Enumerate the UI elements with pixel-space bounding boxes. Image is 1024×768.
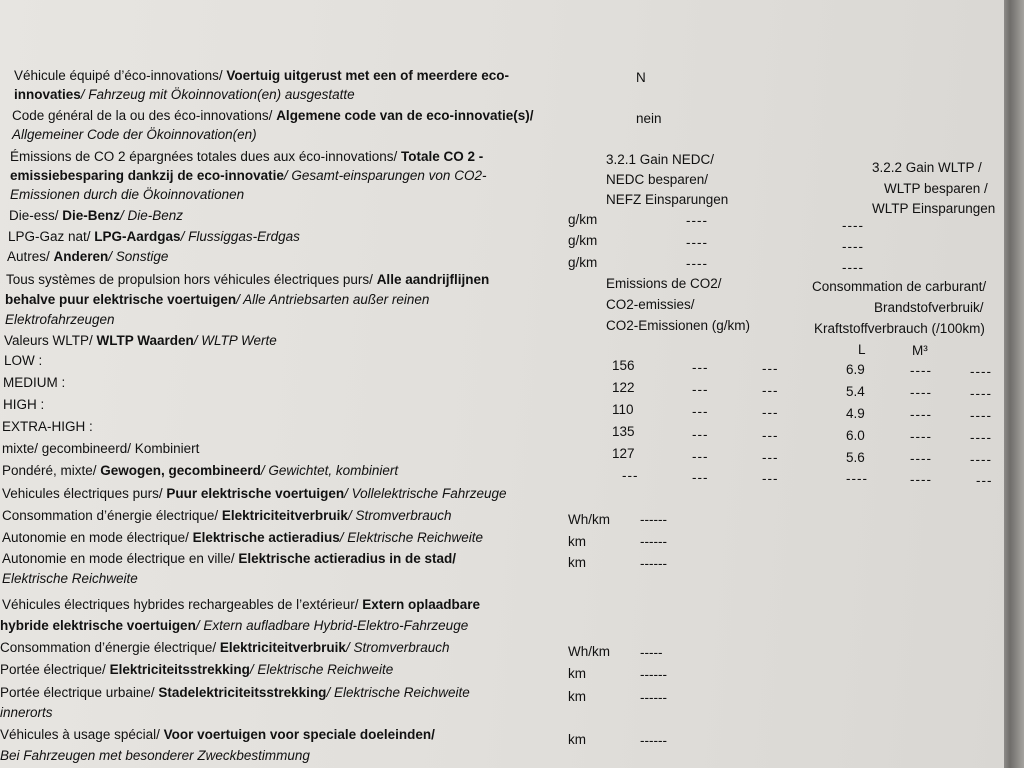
wltp-row-extra: ---- bbox=[970, 364, 992, 379]
wltp-row-dash: --- bbox=[692, 360, 709, 375]
wltp-row-m3: ---- bbox=[910, 363, 932, 378]
weighted-row-label: Pondéré, mixte/ Gewogen, gecombineerd/ Gewichtet, kombiniert bbox=[2, 463, 399, 478]
ev-range-unit: km bbox=[568, 534, 586, 549]
all-propulsion-label-cont2: Elektrofahrzeugen bbox=[5, 312, 115, 327]
other-unit: g/km bbox=[568, 255, 598, 270]
wltp-row-m3: ---- bbox=[910, 429, 932, 444]
phev-range-unit: km bbox=[568, 666, 586, 681]
wltp-row-l: 4.9 bbox=[846, 406, 865, 421]
wltp-row-extra: ---- bbox=[970, 452, 992, 467]
wltp-row-co2: 156 bbox=[612, 358, 635, 373]
ev-city-range-unit: km bbox=[568, 555, 586, 570]
phev-consumption-value: ----- bbox=[640, 645, 663, 660]
wltp-row-extra: ---- bbox=[970, 430, 992, 445]
all-propulsion-label: Tous systèmes de propulsion hors véhicules électriques purs/ Alle aandrijflijnen bbox=[6, 272, 490, 287]
nedc-gain-header-2: NEDC besparen/ bbox=[606, 172, 709, 187]
wltp-row-dash: --- bbox=[692, 449, 709, 464]
weighted-dash: --- bbox=[976, 473, 993, 488]
wltp-row-label: EXTRA-HIGH : bbox=[2, 419, 93, 434]
phev-urban-range-label: Portée électrique urbaine/ Stadelektriciteitsstrekking/ Elektrische Reichweite bbox=[0, 685, 470, 700]
weighted-dash: --- bbox=[622, 468, 639, 483]
wltp-row-dash: --- bbox=[762, 405, 779, 420]
phev-label: Véhicules électriques hybrides rechargeables de l’extérieur/ Extern oplaadbare bbox=[2, 597, 480, 612]
wltp-gain-header-3: WLTP Einsparungen bbox=[872, 201, 996, 216]
emissions-header-1: Emissions de CO2/ bbox=[606, 276, 722, 291]
special-purpose-label: Véhicules à usage spécial/ Voor voertuigen voor speciale doeleinden/ bbox=[0, 727, 435, 742]
weighted-dash: ---- bbox=[846, 471, 868, 486]
eco-code-value: nein bbox=[636, 111, 662, 126]
ev-range-label: Autonomie en mode électrique/ Elektrische actieradius/ Elektrische Reichweite bbox=[2, 530, 484, 545]
wltp-row-co2: 122 bbox=[612, 380, 635, 395]
wltp-row-dash: --- bbox=[762, 383, 779, 398]
wltp-row-dash: --- bbox=[762, 450, 779, 465]
ev-city-range-value: ------ bbox=[640, 556, 667, 571]
eco-code-label-cont: Allgemeiner Code der Ökoinnovation(en) bbox=[12, 127, 257, 142]
diesel-nedc-value: ---- bbox=[686, 213, 708, 228]
wltp-row-extra: ---- bbox=[970, 386, 992, 401]
ev-consumption-label: Consommation d’énergie électrique/ Elektriciteitverbruik/ Stromverbrauch bbox=[2, 508, 452, 523]
co2-savings-label: Émissions de CO 2 épargnées totales dues aux éco-innovations/ Totale CO 2 - bbox=[10, 149, 484, 164]
wltp-row-l: 5.4 bbox=[846, 384, 865, 399]
nedc-gain-header-1: 3.2.1 Gain NEDC/ bbox=[606, 152, 715, 167]
wltp-row-l: 6.9 bbox=[846, 362, 865, 377]
emissions-header-3: CO2-Emissionen (g/km) bbox=[606, 318, 751, 333]
pure-ev-label: Vehicules électriques purs/ Puur elektrische voertuigen/ Vollelektrische Fahrzeuge bbox=[2, 486, 507, 501]
phev-consumption-unit: Wh/km bbox=[568, 644, 610, 659]
weighted-dash: --- bbox=[762, 471, 779, 486]
wltp-row-label: LOW : bbox=[4, 353, 43, 368]
wltp-row-dash: --- bbox=[692, 382, 709, 397]
wltp-row-dash: --- bbox=[762, 428, 779, 443]
other-wltp-value: ---- bbox=[842, 260, 864, 275]
phev-urban-range-unit: km bbox=[568, 689, 586, 704]
wltp-gain-header-2: WLTP besparen / bbox=[884, 181, 988, 196]
wltp-values-label: Valeurs WLTP/ WLTP Waarden/ WLTP Werte bbox=[4, 333, 277, 348]
phev-urban-range-label-cont: innerorts bbox=[0, 705, 53, 720]
eco-code-label: Code général de la ou des éco-innovations/ Algemene code van de eco-innovatie(s)/ bbox=[12, 108, 534, 123]
unit-m3-header: M³ bbox=[912, 343, 928, 358]
consumption-header-1: Consommation de carburant/ bbox=[812, 279, 987, 294]
weighted-dash: --- bbox=[692, 470, 709, 485]
lpg-row-label: LPG-Gaz nat/ LPG-Aardgas/ Flussiggas-Erdgas bbox=[8, 229, 300, 244]
eco-equipped-label-cont: innovaties/ Fahrzeug mit Ökoinnovation(en) ausgestatte bbox=[14, 87, 355, 102]
wltp-gain-header-1: 3.2.2 Gain WLTP / bbox=[872, 160, 982, 175]
wltp-row-m3: ---- bbox=[910, 451, 932, 466]
ev-consumption-unit: Wh/km bbox=[568, 512, 610, 527]
wltp-row-m3: ---- bbox=[910, 407, 932, 422]
co2-savings-label-cont: emissiebesparing dankzij de eco-innovatie/ Gesamt-einsparungen von CO2- bbox=[10, 168, 487, 183]
all-propulsion-label-cont: behalve puur elektrische voertuigen/ Alle Antriebsarten außer reinen bbox=[5, 292, 430, 307]
special-purpose-value: ------ bbox=[640, 733, 667, 748]
diesel-unit: g/km bbox=[568, 212, 598, 227]
wltp-row-label: HIGH : bbox=[3, 397, 45, 412]
phev-consumption-label: Consommation d’énergie électrique/ Elektriciteitverbruik/ Stromverbrauch bbox=[0, 640, 450, 655]
phev-urban-range-value: ------ bbox=[640, 690, 667, 705]
wltp-row-extra: ---- bbox=[970, 408, 992, 423]
wltp-row-dash: --- bbox=[762, 361, 779, 376]
nedc-gain-header-3: NEFZ Einsparungen bbox=[606, 192, 729, 207]
consumption-header-3: Kraftstoffverbrauch (/100km) bbox=[814, 321, 985, 336]
phev-label-cont: hybride elektrische voertuigen/ Extern aufladbare Hybrid-Elektro-Fahrzeuge bbox=[0, 618, 469, 633]
lpg-unit: g/km bbox=[568, 233, 598, 248]
wltp-row-co2: 110 bbox=[612, 402, 634, 417]
diesel-row-label: Die-ess/ Die-Benz/ Die-Benz bbox=[9, 208, 184, 223]
wltp-row-l: 6.0 bbox=[846, 428, 865, 443]
wltp-row-co2: 127 bbox=[612, 446, 635, 461]
wltp-row-dash: --- bbox=[692, 427, 709, 442]
co2-savings-label-cont2: Emissionen durch die Ökoinnovationen bbox=[10, 187, 245, 202]
page-edge-shadow bbox=[1004, 0, 1024, 768]
wltp-row-dash: --- bbox=[692, 404, 709, 419]
other-nedc-value: ---- bbox=[686, 256, 708, 271]
wltp-row-label: MEDIUM : bbox=[3, 375, 66, 390]
wltp-row-l: 5.6 bbox=[846, 450, 865, 465]
special-purpose-unit: km bbox=[568, 732, 586, 747]
ev-range-value: ------ bbox=[640, 534, 667, 549]
ev-consumption-value: ------ bbox=[640, 512, 667, 527]
special-purpose-label-cont: Bei Fahrzeugen met besonderer Zweckbestimmung bbox=[0, 748, 310, 763]
consumption-header-2: Brandstofverbruik/ bbox=[874, 300, 984, 315]
emissions-header-2: CO2-emissies/ bbox=[606, 297, 695, 312]
wltp-row-m3: ---- bbox=[910, 385, 932, 400]
lpg-wltp-value: ---- bbox=[842, 239, 864, 254]
phev-range-value: ------ bbox=[640, 667, 667, 682]
lpg-nedc-value: ---- bbox=[686, 235, 708, 250]
ev-city-range-label: Autonomie en mode électrique en ville/ Elektrische actieradius in de stad/ bbox=[2, 551, 456, 566]
wltp-row-label: mixte/ gecombineerd/ Kombiniert bbox=[2, 441, 200, 456]
eco-equipped-value: N bbox=[636, 70, 646, 85]
eco-equipped-label: Véhicule équipé d’éco-innovations/ Voertuig uitgerust met een of meerdere eco- bbox=[14, 68, 509, 83]
weighted-dash: ---- bbox=[910, 472, 932, 487]
other-row-label: Autres/ Anderen/ Sonstige bbox=[7, 249, 169, 264]
diesel-wltp-value: ---- bbox=[842, 218, 864, 233]
unit-l-header: L bbox=[858, 342, 866, 357]
wltp-row-co2: 135 bbox=[612, 424, 635, 439]
ev-city-range-label-cont: Elektrische Reichweite bbox=[2, 571, 138, 586]
phev-range-label: Portée électrique/ Elektriciteitsstrekking/ Elektrische Reichweite bbox=[0, 662, 394, 677]
